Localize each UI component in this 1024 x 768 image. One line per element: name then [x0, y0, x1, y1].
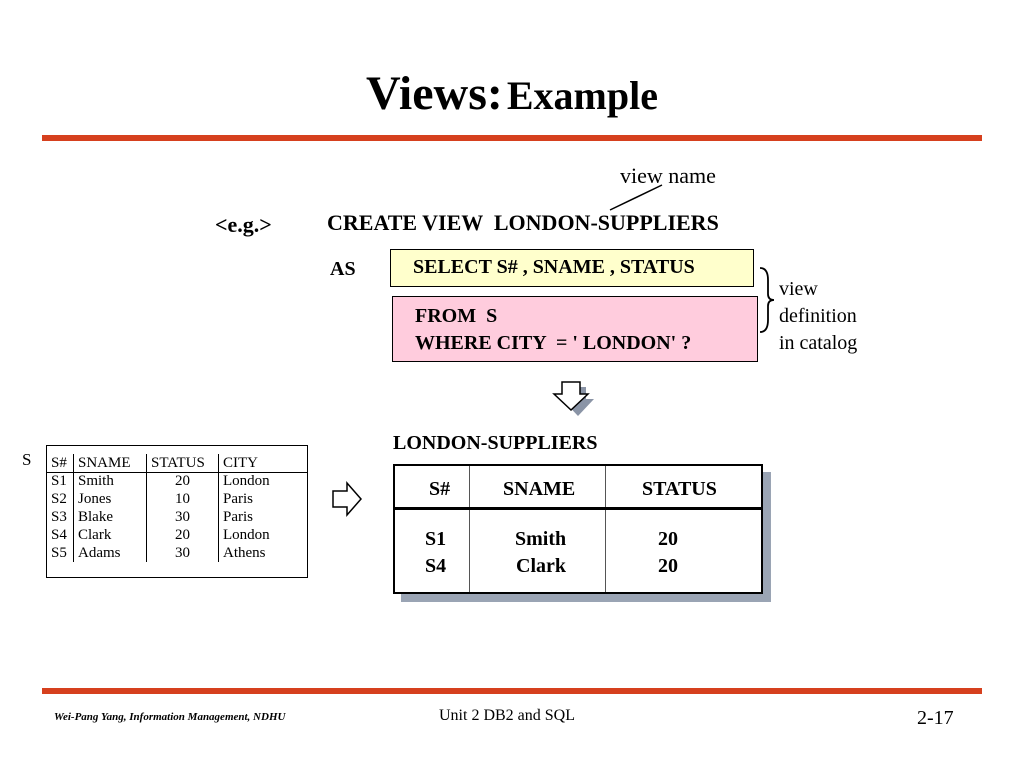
select-box — [390, 249, 754, 287]
view-definition-line-3: in catalog — [779, 332, 858, 354]
source-table-grid — [47, 454, 291, 562]
table-cell: Adams — [74, 544, 147, 562]
down-arrow-icon — [548, 378, 596, 416]
table-cell: Smith — [515, 528, 567, 550]
table-cell: London — [223, 473, 270, 489]
table-row — [47, 490, 291, 508]
page-number: 2-17 — [917, 707, 954, 729]
header-divider — [395, 507, 761, 510]
as-keyword: AS — [330, 258, 356, 280]
table-cell: Blake — [74, 508, 147, 526]
example-label: <e.g.> — [215, 212, 272, 237]
header-cell: S# — [429, 478, 451, 500]
header-cell: SNAME — [503, 478, 576, 500]
title-main: Views: — [366, 67, 503, 120]
table-row — [47, 472, 291, 490]
header-cell: S# — [47, 454, 74, 472]
header-cell: STATUS — [147, 454, 219, 472]
where-line: WHERE CITY = ' LONDON' ? — [415, 332, 692, 354]
view-definition-line-1: view — [779, 278, 818, 300]
table-cell: 30 — [147, 544, 219, 562]
table-cell: S4 — [47, 526, 74, 544]
top-divider — [42, 135, 982, 141]
table-cell: London — [223, 527, 270, 543]
column-divider — [605, 466, 606, 592]
table-cell: Paris — [223, 509, 253, 525]
footer-author: Wei-Pang Yang, Information Management, NDHU — [54, 711, 286, 723]
table-cell: S3 — [47, 508, 74, 526]
table-cell: Paris — [223, 491, 253, 507]
table-cell: 10 — [147, 490, 219, 508]
source-table — [46, 445, 308, 578]
view-name-label: view name — [620, 163, 716, 188]
create-view-line: CREATE VIEW LONDON-SUPPLIERS — [327, 210, 719, 235]
from-where-box — [392, 296, 758, 362]
slide-title — [0, 66, 1024, 121]
table-cell: Athens — [223, 545, 266, 561]
table-cell: 30 — [147, 508, 219, 526]
view-definition-note — [779, 276, 857, 357]
table-row — [47, 526, 291, 544]
table-cell: Smith — [74, 472, 147, 490]
table-cell: Jones — [74, 490, 147, 508]
table-cell: 20 — [147, 472, 219, 490]
bottom-divider — [42, 688, 982, 694]
table-cell: 20 — [658, 555, 678, 577]
table-cell: S5 — [47, 544, 74, 562]
right-brace-icon — [756, 266, 778, 334]
column-divider — [469, 466, 470, 592]
table-cell: Clark — [74, 526, 147, 544]
select-line: SELECT S# , SNAME , STATUS — [413, 256, 695, 278]
header-cell: CITY — [223, 455, 258, 471]
table-cell: S4 — [425, 555, 447, 577]
table-cell: 20 — [147, 526, 219, 544]
source-table-name: S — [22, 450, 32, 469]
table-header-row — [47, 454, 291, 472]
table-cell: Clark — [516, 555, 566, 577]
view-definition-line-2: definition — [779, 305, 857, 327]
title-sub: Example — [506, 73, 658, 118]
right-arrow-icon — [330, 480, 364, 518]
table-cell: S1 — [425, 528, 447, 550]
from-line: FROM S — [415, 305, 498, 327]
header-divider — [47, 472, 307, 473]
table-row — [47, 544, 291, 562]
table-cell: S1 — [47, 472, 74, 490]
table-cell: S2 — [47, 490, 74, 508]
pointer-line — [610, 185, 662, 210]
table-row — [47, 508, 291, 526]
header-cell: SNAME — [74, 454, 147, 472]
table-cell: 20 — [658, 528, 678, 550]
result-table-name: LONDON-SUPPLIERS — [393, 432, 598, 454]
footer-unit: Unit 2 DB2 and SQL — [439, 707, 575, 724]
result-table — [393, 464, 763, 594]
header-cell: STATUS — [642, 478, 717, 500]
